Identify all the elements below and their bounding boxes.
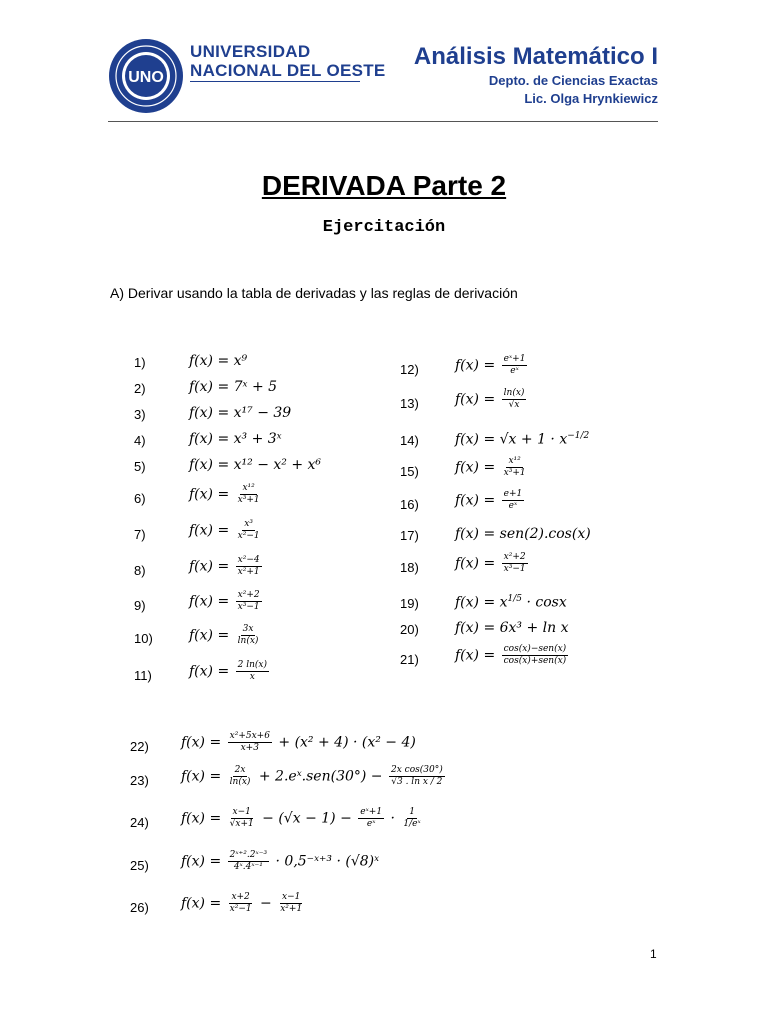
university-line2: NACIONAL DEL OESTE — [190, 61, 386, 80]
page-number: 1 — [650, 947, 657, 961]
formula-tail: − — [255, 895, 277, 912]
denominator: √x+1 — [229, 819, 254, 829]
formula-tail: + 2.eˣ.sen(30°) − — [254, 768, 387, 785]
course-info — [414, 42, 658, 108]
exercise-number: 7) — [134, 527, 146, 542]
exercise-formula — [189, 590, 264, 613]
numerator: x−1 — [282, 892, 301, 902]
exercise-formula: f(x) = 6x³ + ln x — [455, 620, 569, 636]
exercise-number: 16) — [400, 497, 419, 512]
fraction — [236, 555, 262, 578]
logo-text: UNO — [128, 69, 164, 86]
exercise-formula: f(x) = x¹⁷ − 39 — [189, 405, 292, 421]
exercise-number: 8) — [134, 563, 146, 578]
formula-lhs: f(x) = — [455, 647, 500, 664]
exercise-number: 12) — [400, 362, 419, 377]
page-subtitle: Ejercitación — [322, 218, 446, 237]
exercise-number: 25) — [130, 858, 149, 873]
denominator: x³−1 — [503, 564, 526, 574]
numerator: x²+2 — [237, 590, 260, 600]
formula-lhs: f(x) = x — [455, 594, 508, 611]
exercise-formula — [455, 552, 530, 575]
formula-lhs: f(x) = — [189, 522, 234, 539]
fraction — [502, 354, 528, 377]
formula-lhs: f(x) = — [181, 810, 226, 827]
formula-tail: · 0,5⁻ˣ⁺³ · (√8)ˣ — [271, 853, 380, 870]
exercise-formula — [181, 731, 416, 754]
denominator: 4ˣ.4ˣ⁻¹ — [233, 862, 263, 872]
fraction — [358, 807, 384, 830]
exercise-formula — [455, 388, 528, 411]
exercise-number: 24) — [130, 815, 149, 830]
numerator: x²+2 — [503, 552, 526, 562]
denominator: eˣ — [366, 819, 376, 829]
denominator: x²−1 — [229, 904, 252, 914]
numerator: 2ˣ⁺².2ˣ⁻³ — [229, 850, 268, 860]
numerator: e+1 — [503, 489, 523, 499]
numerator: x²−4 — [237, 555, 260, 565]
exercise-number: 18) — [400, 560, 419, 575]
numerator: 1 — [409, 807, 415, 817]
fraction — [236, 660, 269, 683]
exercise-number: 9) — [134, 598, 146, 613]
numerator: 2x — [234, 765, 246, 775]
fraction — [502, 489, 525, 512]
formula-lhs: f(x) = — [181, 853, 226, 870]
formula-lhs: f(x) = — [181, 768, 226, 785]
section-instruction: A) Derivar usando la tabla de derivadas y las reglas de derivación — [110, 285, 518, 301]
formula-lhs: f(x) = — [189, 663, 234, 680]
exercise-formula: f(x) = 7ˣ + 5 — [189, 379, 278, 395]
formula-lhs: f(x) = — [189, 558, 234, 575]
denominator: 1/eˣ — [403, 819, 421, 829]
formula-lhs: f(x) = — [189, 627, 234, 644]
exercise-number: 17) — [400, 528, 419, 543]
denominator: x³+1 — [503, 468, 526, 478]
exercise-formula — [181, 807, 425, 830]
exercise-formula: f(x) = x⁹ — [189, 353, 248, 369]
denominator: x²+1 — [280, 904, 303, 914]
numerator: x³ — [244, 519, 253, 529]
formula-tail: − (√x − 1) − — [257, 810, 357, 827]
numerator: eˣ+1 — [360, 807, 383, 817]
numerator: x²+5x+6 — [229, 731, 270, 741]
department: Depto. de Ciencias Exactas — [488, 73, 658, 88]
fraction — [228, 765, 253, 788]
denominator: x³+1 — [237, 495, 260, 505]
exercise-formula — [455, 431, 589, 448]
exercise-number: 22) — [130, 739, 149, 754]
exercise-number: 1) — [134, 355, 146, 370]
fraction — [228, 892, 254, 915]
formula-lhs: f(x) = √x + 1 · x — [455, 431, 568, 448]
fraction — [236, 624, 261, 647]
exponent: −1/2 — [567, 431, 590, 441]
exercise-number: 6) — [134, 491, 146, 506]
university-logo — [108, 38, 184, 114]
fraction — [228, 731, 272, 754]
exercise-formula — [189, 519, 264, 542]
exercise-number: 11) — [134, 668, 152, 683]
denominator: eˣ — [510, 366, 519, 376]
numerator: x+2 — [231, 892, 250, 902]
fraction — [389, 765, 445, 788]
fraction — [236, 590, 262, 613]
exercise-number: 15) — [400, 464, 419, 479]
fraction — [228, 850, 269, 873]
formula-lhs: f(x) = — [189, 486, 234, 503]
exercise-number: 10) — [134, 631, 153, 646]
exercise-number: 13) — [400, 396, 419, 411]
exercise-number: 20) — [400, 622, 419, 637]
numerator: 3x — [242, 624, 254, 634]
denominator: cos(x)+sen(x) — [503, 656, 567, 666]
university-underline — [190, 81, 360, 82]
denominator: x²−1 — [237, 531, 260, 541]
numerator: 2x cos(30°) — [390, 765, 443, 775]
teacher: Lic. Olga Hrynkiewicz — [524, 91, 658, 106]
exercise-formula — [455, 489, 526, 512]
exercise-formula — [189, 660, 271, 683]
formula-tail: · — [386, 810, 400, 827]
denominator: ln(x) — [229, 777, 251, 787]
header-divider — [108, 121, 658, 122]
numerator: cos(x)−sen(x) — [503, 644, 567, 654]
numerator: x¹² — [242, 483, 255, 493]
exercise-number: 19) — [400, 596, 419, 611]
course-title: Análisis Matemático I — [413, 43, 658, 70]
exercise-formula — [455, 456, 530, 479]
numerator: x¹² — [508, 456, 521, 466]
exercise-formula — [455, 354, 529, 377]
exercise-formula — [455, 644, 570, 667]
exercise-formula — [189, 555, 264, 578]
university-line1: UNIVERSIDAD — [190, 42, 311, 61]
formula-lhs: f(x) = — [455, 391, 500, 408]
exercise-formula — [189, 624, 262, 647]
formula-lhs: f(x) = — [455, 555, 500, 572]
formula-tail: + (x² + 4) · (x² − 4) — [273, 734, 416, 751]
fraction — [236, 519, 262, 542]
exercise-formula — [181, 765, 447, 788]
numerator: eˣ+1 — [503, 354, 526, 364]
exercise-formula: f(x) = x³ + 3ˣ — [189, 431, 282, 447]
fraction — [401, 807, 422, 830]
page-title: DERIVADA Parte 2 — [261, 170, 507, 201]
denominator: x³−1 — [237, 602, 260, 612]
numerator: 2 ln(x) — [237, 660, 268, 670]
exponent: 1/5 — [507, 594, 523, 604]
fraction — [228, 807, 256, 830]
formula-tail: · cosx — [522, 594, 567, 611]
numerator: x−1 — [232, 807, 251, 817]
formula-lhs: f(x) = — [189, 593, 234, 610]
formula-lhs: f(x) = — [181, 734, 226, 751]
exercise-number: 14) — [400, 433, 419, 448]
fraction — [502, 552, 528, 575]
fraction — [502, 456, 528, 479]
exercise-number: 21) — [400, 652, 419, 667]
denominator: x+3 — [240, 743, 259, 753]
denominator: eˣ — [508, 501, 518, 511]
exercise-formula — [455, 594, 567, 611]
formula-lhs: f(x) = — [455, 492, 500, 509]
numerator: ln(x) — [503, 388, 525, 398]
fraction — [502, 644, 569, 667]
exercise-number: 23) — [130, 773, 149, 788]
exercise-number: 2) — [134, 381, 146, 396]
exercise-number: 4) — [134, 433, 146, 448]
exercise-number: 26) — [130, 900, 149, 915]
fraction — [502, 388, 527, 411]
denominator: x²+1 — [237, 567, 260, 577]
exercise-formula — [181, 850, 379, 873]
exercise-formula — [181, 892, 306, 915]
university-name — [190, 42, 386, 80]
exercise-number: 5) — [134, 459, 146, 474]
fraction — [236, 483, 262, 506]
formula-lhs: f(x) = — [181, 895, 226, 912]
formula-lhs: f(x) = — [455, 459, 500, 476]
fraction — [278, 892, 304, 915]
denominator: √3 . ln x / 2 — [391, 777, 443, 787]
denominator: √x — [508, 400, 520, 410]
exercise-number: 3) — [134, 407, 146, 422]
exercise-formula: f(x) = x¹² − x² + x⁶ — [189, 457, 322, 473]
exercise-formula — [189, 483, 264, 506]
denominator: x — [249, 672, 255, 682]
denominator: ln(x) — [237, 636, 259, 646]
exercise-formula: f(x) = sen(2).cos(x) — [455, 526, 591, 542]
formula-lhs: f(x) = — [455, 357, 500, 374]
